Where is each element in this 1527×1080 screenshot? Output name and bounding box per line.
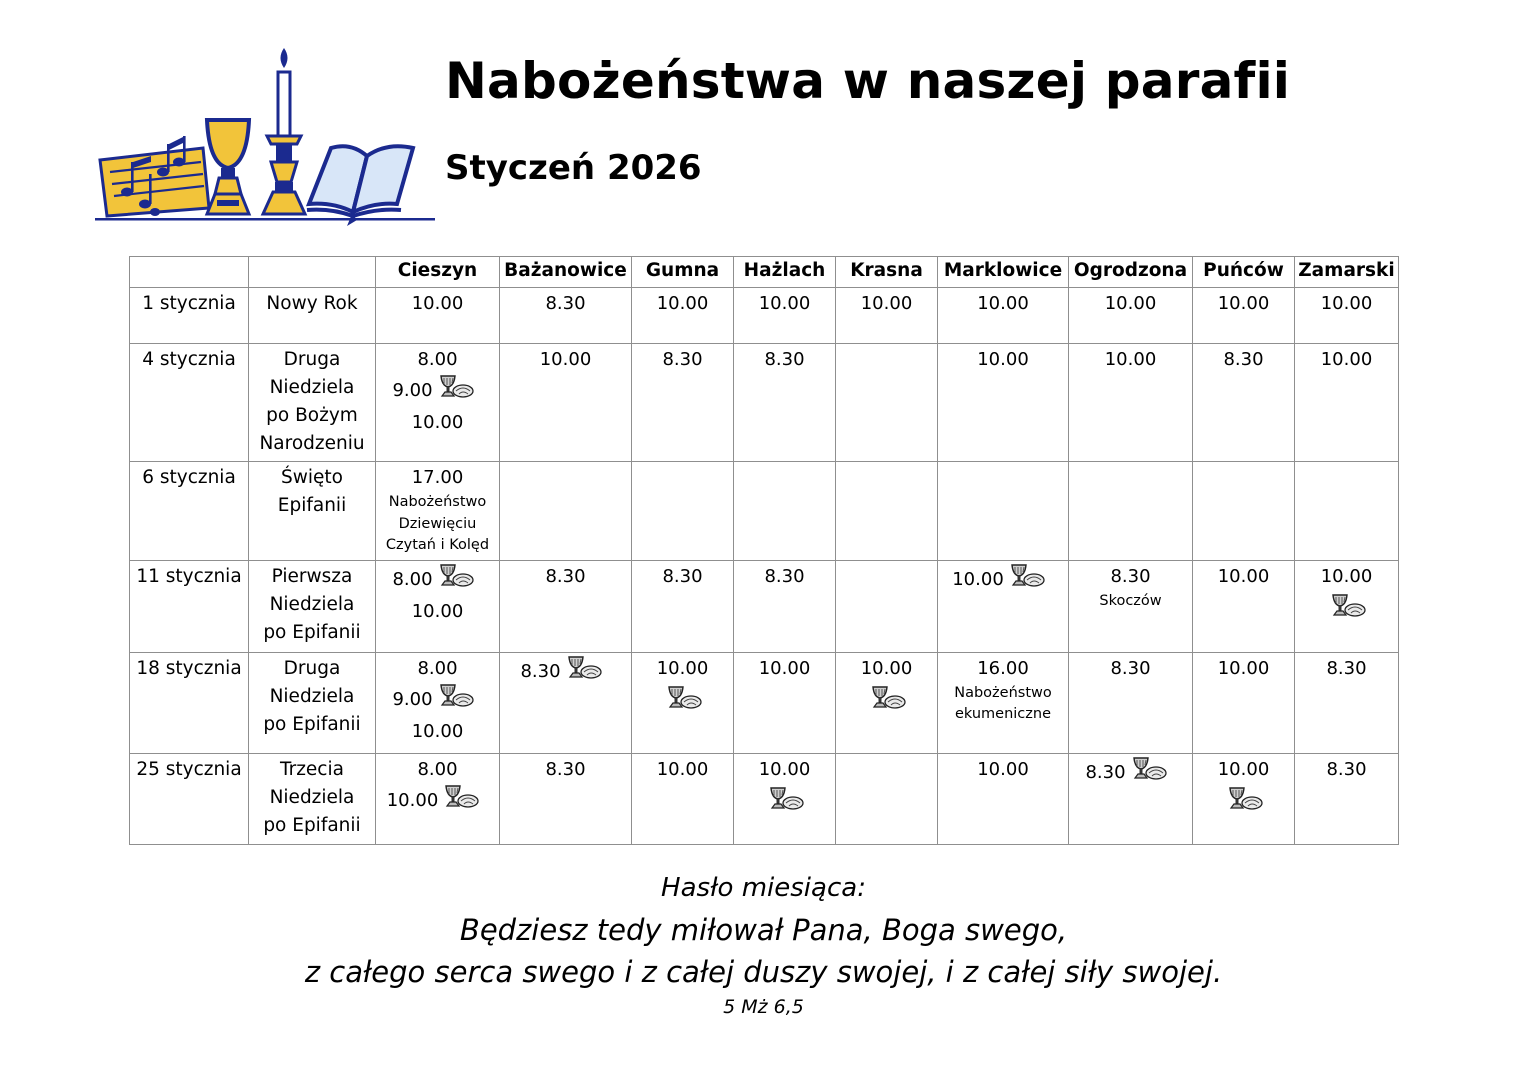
occasion-line: Pierwsza	[271, 565, 353, 587]
chalice-and-bread-icon	[1128, 756, 1168, 791]
service-cell	[632, 652, 734, 753]
column-header: Gumna	[632, 257, 734, 288]
service-time-line	[1297, 655, 1396, 683]
month-subtitle: Styczeń 2026	[445, 148, 702, 188]
service-cell	[500, 462, 632, 561]
occasion-line: Trzecia	[280, 758, 344, 780]
service-time: 10.00	[386, 789, 439, 811]
service-time: 16.00	[977, 657, 1029, 679]
occasion-line: Druga	[283, 349, 341, 370]
service-time-line	[940, 290, 1066, 318]
chalice-and-bread-icon	[838, 685, 935, 711]
service-time-line	[378, 346, 497, 374]
service-time: 10.00	[758, 293, 811, 314]
occasion-line: Druga	[283, 657, 341, 679]
service-time: 10.00	[656, 657, 709, 679]
service-time-line	[940, 346, 1066, 374]
service-cell	[836, 462, 938, 561]
occasion-line: po Epifanii	[263, 621, 361, 643]
service-time-line	[378, 655, 497, 683]
candle-icon	[263, 48, 305, 214]
occasion-line: po Bożym	[266, 405, 358, 426]
service-cell	[632, 344, 734, 462]
service-time-line	[1297, 346, 1396, 374]
service-time-line	[1067, 756, 1186, 791]
service-time: 10.00	[758, 657, 811, 679]
service-time-line	[1071, 346, 1190, 374]
service-cell	[1069, 560, 1193, 652]
service-time-line	[634, 563, 731, 591]
service-time-line	[634, 290, 731, 318]
service-time: 10.00	[977, 758, 1029, 780]
service-cell	[734, 560, 836, 652]
occasion-line: Niedziela	[269, 377, 355, 398]
service-time-line	[940, 756, 1066, 784]
table-row	[130, 652, 1399, 753]
service-time-line	[502, 756, 629, 784]
service-time-line	[374, 563, 493, 598]
service-cell	[376, 560, 500, 652]
column-header: Marklowice	[938, 257, 1069, 288]
service-cell	[836, 753, 938, 844]
service-cell	[1295, 462, 1399, 561]
service-cell	[500, 288, 632, 344]
service-time: 8.30	[545, 758, 586, 780]
service-cell	[1295, 753, 1399, 844]
service-time-line	[374, 784, 493, 819]
service-time-line	[374, 374, 493, 409]
service-time-line	[378, 718, 497, 746]
service-time-line	[1195, 655, 1292, 683]
occasion-line: Niedziela	[269, 685, 355, 707]
service-cell	[632, 560, 734, 652]
service-time-line	[940, 655, 1066, 683]
service-time-line	[502, 346, 629, 374]
header-blank-cell	[249, 257, 376, 288]
column-header: Bażanowice	[500, 257, 632, 288]
service-time-line	[502, 290, 629, 318]
music-sheet-icon	[100, 136, 209, 216]
service-time-line	[378, 409, 497, 437]
service-cell	[1193, 462, 1295, 561]
service-cell	[376, 344, 500, 462]
service-time: 8.30	[662, 349, 703, 370]
service-time-line	[1071, 290, 1190, 318]
service-time: 8.30	[1110, 657, 1151, 679]
occasion-line: Epifanii	[277, 495, 347, 516]
service-time: 8.30	[1085, 761, 1126, 783]
service-cell	[734, 344, 836, 462]
column-header: Ogrodzona	[1069, 257, 1193, 288]
service-time: 10.00	[952, 568, 1004, 590]
service-time-line	[634, 756, 731, 784]
service-time: 10.00	[411, 600, 464, 622]
service-cell	[734, 462, 836, 561]
service-cell	[376, 753, 500, 844]
service-cell	[1069, 753, 1193, 844]
liturgical-symbols-icon	[95, 44, 440, 226]
service-cell	[836, 652, 938, 753]
service-note: Nabożeństwo	[954, 684, 1052, 701]
service-time: 10.00	[539, 349, 592, 370]
occasion-line: Narodzeniu	[259, 433, 365, 454]
service-cell	[938, 462, 1069, 561]
occasion-cell	[249, 462, 376, 561]
service-time: 8.30	[1110, 565, 1151, 587]
table-row	[130, 288, 1399, 344]
chalice-and-bread-icon	[1297, 593, 1396, 619]
service-time-line	[378, 756, 497, 784]
chalice-icon	[207, 120, 249, 214]
service-time-line	[378, 598, 497, 626]
service-time: 8.30	[1326, 657, 1367, 679]
service-cell	[1193, 288, 1295, 344]
service-time: 10.00	[860, 657, 913, 679]
column-header: Zamarski	[1295, 257, 1399, 288]
service-time-line	[634, 655, 731, 683]
service-note: Czytań i Kolęd	[385, 537, 490, 553]
service-time: 8.00	[417, 657, 458, 679]
service-time-line	[1297, 563, 1396, 591]
header-blank-cell	[130, 257, 249, 288]
service-time-line	[736, 346, 833, 374]
service-time-line	[1297, 290, 1396, 318]
service-cell	[1295, 560, 1399, 652]
column-header: Hażlach	[734, 257, 836, 288]
service-time: 8.00	[417, 758, 458, 780]
service-time-line	[736, 563, 833, 591]
motto-line-1: Będziesz tedy miłował Pana, Boga swego,	[459, 913, 1068, 947]
service-cell	[500, 560, 632, 652]
service-cell	[1069, 288, 1193, 344]
chalice-and-bread-icon	[634, 685, 731, 711]
service-note: Dziewięciu	[398, 515, 477, 532]
service-note: Nabożeństwo	[388, 494, 487, 510]
service-cell	[734, 652, 836, 753]
service-time: 9.00	[392, 688, 433, 710]
service-cell	[938, 652, 1069, 753]
schedule-body	[130, 288, 1399, 845]
service-cell	[734, 753, 836, 844]
page-title: Nabożeństwa w naszej parafii	[445, 52, 1291, 110]
service-cell	[1295, 652, 1399, 753]
service-time: 8.00	[392, 568, 433, 590]
table-row	[130, 753, 1399, 844]
service-schedule-table	[129, 256, 1399, 845]
service-time: 10.00	[656, 293, 709, 314]
service-time: 10.00	[1104, 293, 1157, 314]
service-cell	[632, 288, 734, 344]
service-time: 10.00	[758, 758, 811, 780]
service-time: 10.00	[977, 349, 1029, 370]
motto-line-2: z całego serca swego i z całej duszy swojej, i z całej siły swojej.	[304, 955, 1223, 989]
service-time: 8.00	[417, 349, 458, 370]
occasion-cell	[249, 560, 376, 652]
chalice-and-bread-icon	[1006, 563, 1046, 598]
service-time-line	[1195, 346, 1292, 374]
service-time-line	[498, 655, 625, 690]
service-cell	[836, 288, 938, 344]
occasion-cell	[249, 344, 376, 462]
service-time-line	[736, 290, 833, 318]
service-time: 10.00	[1217, 758, 1270, 780]
date-cell: 18 stycznia	[130, 652, 249, 753]
service-note: Skoczów	[1099, 592, 1162, 609]
table-row	[130, 344, 1399, 462]
service-cell	[1295, 288, 1399, 344]
service-cell	[632, 462, 734, 561]
service-time: 10.00	[860, 293, 913, 314]
service-cell	[938, 288, 1069, 344]
service-cell	[1193, 560, 1295, 652]
service-cell	[500, 652, 632, 753]
service-time-line	[736, 655, 833, 683]
occasion-line: po Epifanii	[263, 713, 361, 735]
service-cell	[376, 652, 500, 753]
service-time: 8.30	[520, 660, 561, 682]
header-row	[130, 257, 1399, 288]
service-time-line	[502, 563, 629, 591]
service-time: 10.00	[977, 293, 1029, 314]
service-time: 8.30	[1326, 758, 1367, 780]
service-cell	[938, 753, 1069, 844]
service-time-line	[378, 290, 497, 318]
service-time: 9.00	[392, 380, 433, 401]
service-time-line	[378, 464, 497, 492]
column-header: Puńców	[1193, 257, 1295, 288]
chalice-and-bread-icon	[435, 683, 475, 718]
service-time: 10.00	[411, 720, 464, 742]
column-header: Cieszyn	[376, 257, 500, 288]
column-header: Krasna	[836, 257, 938, 288]
service-cell	[836, 560, 938, 652]
date-cell: 4 stycznia	[130, 344, 249, 462]
service-cell	[1193, 753, 1295, 844]
service-cell	[632, 753, 734, 844]
service-time-line	[838, 290, 935, 318]
service-time-line	[736, 756, 833, 784]
date-cell: 25 stycznia	[130, 753, 249, 844]
chalice-and-bread-icon	[435, 563, 475, 598]
service-cell	[500, 344, 632, 462]
service-time-line	[838, 655, 935, 683]
date-cell: 1 stycznia	[130, 288, 249, 344]
service-time-line	[1071, 563, 1190, 591]
service-time: 10.00	[656, 758, 709, 780]
service-time-line	[374, 683, 493, 718]
service-time: 8.30	[662, 565, 703, 587]
service-time: 8.30	[764, 565, 805, 587]
service-cell	[376, 462, 500, 561]
service-cell	[734, 288, 836, 344]
table-row	[130, 462, 1399, 561]
service-cell	[1193, 344, 1295, 462]
service-time-line	[1195, 756, 1292, 784]
occasion-cell	[249, 652, 376, 753]
open-book-icon	[307, 146, 413, 226]
service-cell	[500, 753, 632, 844]
service-time: 10.00	[411, 293, 464, 314]
table-row	[130, 560, 1399, 652]
occasion-cell	[249, 753, 376, 844]
service-time-line	[1297, 756, 1396, 784]
service-time-line	[1195, 563, 1292, 591]
service-time: 8.30	[1223, 349, 1264, 370]
service-time: 10.00	[1217, 565, 1270, 587]
service-note: ekumeniczne	[954, 706, 1052, 722]
service-time: 10.00	[1104, 349, 1157, 370]
service-time: 17.00	[411, 467, 464, 488]
chalice-and-bread-icon	[736, 786, 833, 812]
date-cell: 11 stycznia	[130, 560, 249, 652]
motto-reference: 5 Mż 6,5	[723, 996, 804, 1018]
service-time: 10.00	[1320, 565, 1373, 587]
service-cell	[836, 344, 938, 462]
service-time-line	[634, 346, 731, 374]
occasion-line: Nowy Rok	[266, 293, 358, 314]
service-cell	[376, 288, 500, 344]
occasion-line: Niedziela	[269, 593, 355, 615]
service-time: 10.00	[1320, 349, 1373, 370]
service-time-line	[1195, 290, 1292, 318]
service-cell	[1295, 344, 1399, 462]
service-time: 8.30	[545, 293, 586, 314]
service-time-line	[1071, 655, 1190, 683]
service-time: 8.30	[764, 349, 805, 370]
service-cell	[1193, 652, 1295, 753]
service-cell	[938, 560, 1069, 652]
occasion-cell	[249, 288, 376, 344]
service-time-line	[936, 563, 1062, 598]
service-time: 10.00	[1217, 293, 1270, 314]
service-cell	[1069, 652, 1193, 753]
chalice-and-bread-icon	[563, 655, 603, 690]
service-time: 8.30	[545, 565, 586, 587]
occasion-line: Niedziela	[269, 786, 355, 808]
service-cell	[1069, 462, 1193, 561]
occasion-line: Święto	[281, 467, 343, 488]
occasion-line: po Epifanii	[263, 814, 361, 836]
service-time: 10.00	[1320, 293, 1373, 314]
chalice-and-bread-icon	[435, 374, 475, 409]
chalice-and-bread-icon	[440, 784, 480, 819]
date-cell: 6 stycznia	[130, 462, 249, 561]
chalice-and-bread-icon	[1195, 786, 1292, 812]
motto-label: Hasło miesiąca:	[661, 873, 866, 903]
service-cell	[938, 344, 1069, 462]
service-time: 10.00	[1217, 657, 1270, 679]
service-time: 10.00	[411, 412, 464, 433]
service-cell	[1069, 344, 1193, 462]
